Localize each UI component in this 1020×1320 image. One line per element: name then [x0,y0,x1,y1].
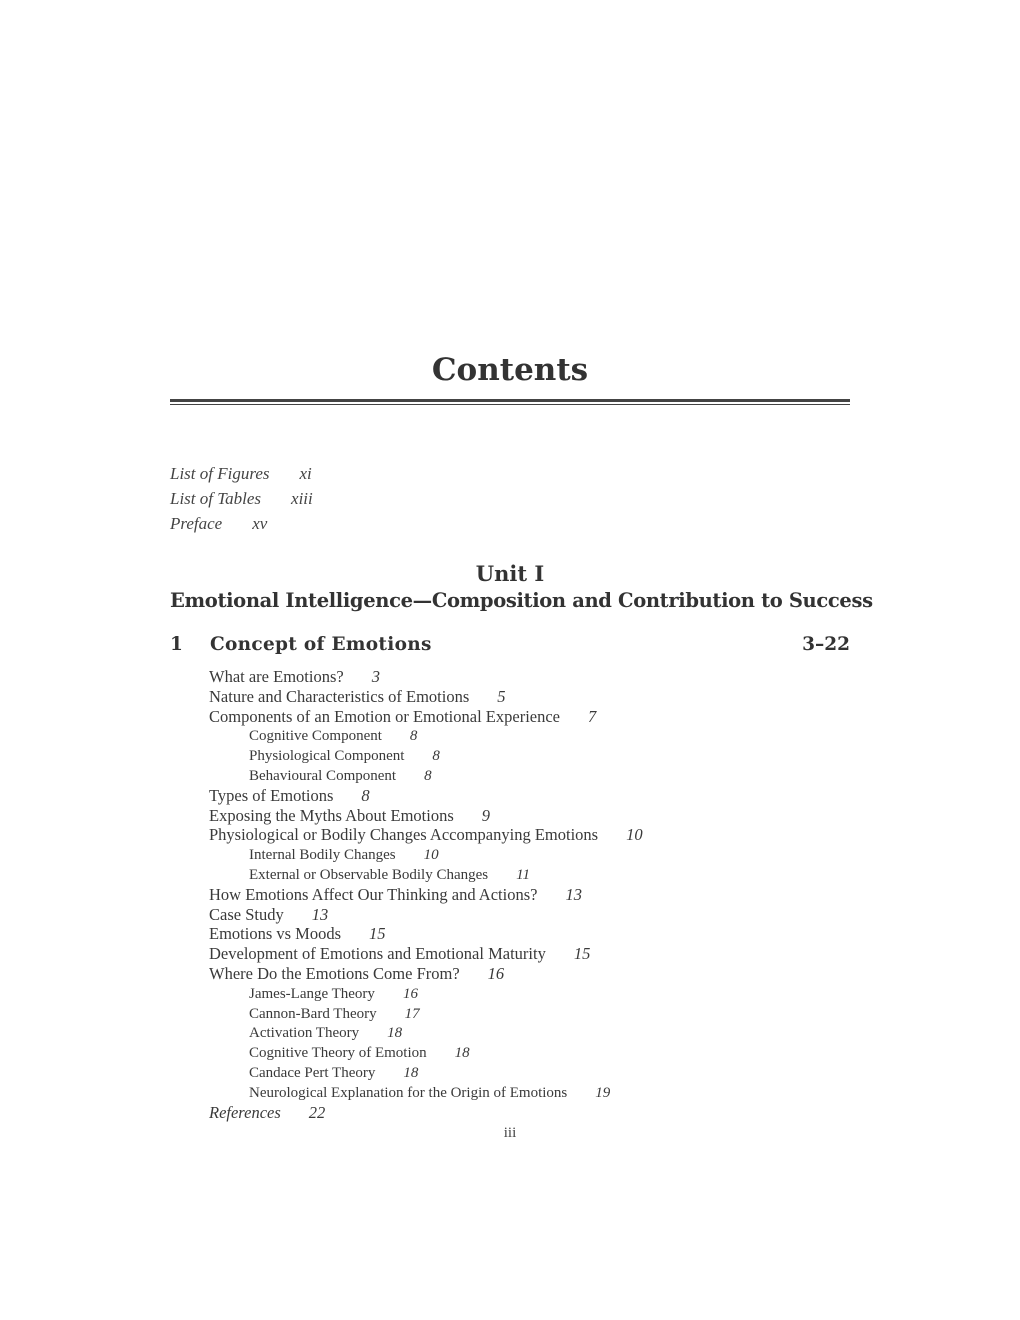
front-matter-page: xv [252,514,268,533]
toc-entry[interactable] [209,944,643,964]
toc-entry-page: 16 [487,963,505,983]
toc-entry-label: Exposing the Myths About Emotions [209,805,454,825]
toc-subentry[interactable] [209,984,643,1004]
front-matter-list [170,461,313,536]
toc-entry-page: 7 [588,706,597,726]
toc-entry[interactable] [209,825,643,845]
toc-entry-label: Physiological Component [249,748,405,765]
toc-subentry[interactable] [209,746,643,766]
toc-entry-page: 8 [432,748,440,765]
toc-entry-label: External or Observable Bodily Changes [249,866,489,883]
toc-entry[interactable] [209,687,643,707]
toc-entry-label: Components of an Emotion or Emotional Experience [209,706,561,726]
toc-entry-list [209,667,643,1122]
toc-entry[interactable] [209,786,643,806]
toc-entry-page: 10 [626,825,643,845]
toc-entry[interactable] [209,924,643,944]
toc-entry[interactable] [209,905,643,925]
toc-entry-page: 13 [565,884,582,904]
toc-entry-label: Internal Bodily Changes [249,847,396,864]
toc-entry-label: James-Lange Theory [249,985,375,1002]
front-matter-label: List of Tables [170,489,262,508]
toc-entry[interactable] [209,667,643,687]
toc-entry-label: Emotions vs Moods [209,924,342,944]
toc-subentry[interactable] [209,726,643,746]
front-matter-item[interactable] [170,461,313,486]
toc-entry[interactable] [209,885,643,905]
toc-entry-label: Development of Emotions and Emotional Maturity [209,944,546,964]
toc-subentry[interactable] [209,845,643,865]
toc-entry-label: Behavioural Component [249,767,397,784]
toc-entry-page: 17 [404,1005,420,1022]
toc-entry[interactable] [209,1103,643,1123]
toc-subentry[interactable] [209,1043,643,1063]
chapter-number: 1 [170,634,183,655]
toc-entry-label: Nature and Characteristics of Emotions [209,686,470,706]
toc-subentry[interactable] [209,1004,643,1024]
toc-entry[interactable] [209,707,643,727]
toc-entry-label: How Emotions Affect Our Thinking and Actions? [209,884,538,904]
chapter-page-range: 3–22 [802,634,850,655]
toc-entry-label: Cannon-Bard Theory [249,1005,377,1022]
toc-entry-label: Where Do the Emotions Come From? [209,963,460,983]
toc-entry-page: 18 [403,1064,419,1081]
unit-subheading: Emotional Intelligence—Composition and Contribution to Success [170,589,873,612]
toc-subentry[interactable] [209,1083,643,1103]
toc-entry-label: Cognitive Component [249,728,382,745]
title-rule-thick [170,399,850,402]
toc-entry-label: What are Emotions? [209,667,344,686]
chapter-title: Concept of Emotions [210,634,432,655]
toc-entry-label: Activation Theory [249,1025,360,1042]
toc-entry-page: 18 [454,1045,470,1062]
toc-entry-label: References [209,1102,281,1122]
front-matter-item[interactable] [170,486,313,511]
toc-entry-page: 8 [361,785,370,805]
toc-entry[interactable] [209,964,643,984]
toc-entry-page: 13 [311,904,329,924]
toc-entry-page: 3 [371,667,380,686]
toc-subentry[interactable] [209,1023,643,1043]
toc-entry-page: 18 [387,1025,403,1042]
toc-entry-page: 9 [481,805,491,825]
toc-entry-page: 11 [516,866,530,883]
front-matter-item[interactable] [170,511,313,536]
toc-entry[interactable] [209,806,643,826]
toc-entry-label: Cognitive Theory of Emotion [249,1045,427,1062]
page-title: Contents [431,352,589,388]
toc-entry-label: Types of Emotions [209,785,334,805]
front-matter-page: xiii [291,489,313,508]
front-matter-label: List of Figures [170,464,270,483]
front-matter-page: xi [299,464,312,483]
toc-subentry[interactable] [209,766,643,786]
page-folio: iii [503,1125,517,1141]
toc-subentry[interactable] [209,865,643,885]
toc-entry-label: Candace Pert Theory [249,1064,376,1081]
toc-entry-page: 19 [595,1084,611,1101]
unit-heading: Unit I [475,561,545,586]
title-rule-thin [170,404,850,405]
toc-entry-page: 15 [573,944,591,964]
toc-entry-page: 5 [497,686,506,706]
toc-entry-page: 15 [369,924,386,944]
toc-entry-page: 16 [402,985,418,1002]
front-matter-label: Preface [170,514,223,533]
toc-entry-page: 8 [409,728,418,745]
toc-entry-label: Physiological or Bodily Changes Accompanying Emotions [209,825,599,845]
toc-subentry[interactable] [209,1063,643,1083]
toc-entry-label: Neurological Explanation for the Origin of Emotions [249,1084,568,1101]
toc-entry-label: Case Study [209,904,284,924]
toc-entry-page: 8 [424,767,432,784]
toc-entry-page: 22 [308,1102,326,1122]
toc-entry-page: 10 [423,847,439,864]
